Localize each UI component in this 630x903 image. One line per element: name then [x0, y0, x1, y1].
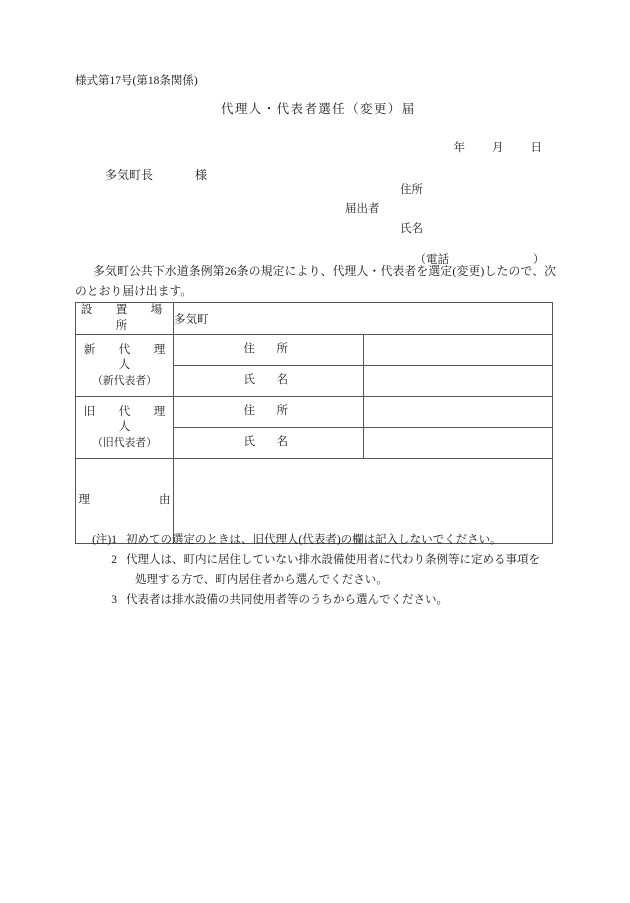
note-item-1: [75, 530, 565, 550]
date-year-label: 年: [453, 141, 466, 154]
old-agent-address-value[interactable]: [363, 397, 553, 428]
new-agent-address-label: 住 所: [174, 335, 364, 366]
submitter-name-label: 氏名: [400, 223, 423, 235]
note-text-3: 代表者は排水設備の共同使用者等のうちから選んでください。: [126, 594, 448, 606]
old-agent-name-label: 氏 名: [174, 428, 364, 459]
note-text-2-continuation: 処理する方で、町内居住者から選んでください。: [135, 574, 388, 586]
new-agent-label: [76, 335, 189, 397]
old-agent-label-sub: （旧代表者）: [92, 436, 157, 449]
body-paragraph: 多気町公共下水道条例第26条の規定により、代理人・代表者を選定(変更)したので、次のとおり届け出ます。: [75, 264, 556, 298]
date-day-label: 日: [530, 141, 543, 154]
note-marker-3: 3: [111, 594, 117, 606]
note-marker-2: 2: [111, 554, 117, 566]
installation-place-label: 設 置 場 所: [76, 303, 174, 335]
table-row-old-agent-address: [76, 397, 553, 428]
addressee-name: 多気町長: [105, 168, 154, 182]
telephone-close-paren: ）: [533, 253, 545, 266]
note-text-1: 初めての選定のときは、旧代理人(代表者)の欄は記入しないでください。: [126, 534, 502, 546]
old-agent-label: [76, 397, 189, 459]
note-item-3: [75, 590, 565, 610]
old-agent-label-main: 旧 代 理 人: [83, 405, 189, 434]
form-number: 様式第17号(第18条関係): [75, 75, 198, 87]
note-text-2: 代理人は、町内に居住していない排水設備使用者に代わり条例等に定める事項を: [126, 554, 540, 566]
notes-section: [75, 530, 565, 610]
new-agent-label-sub: （新代表者）: [92, 374, 157, 387]
date-month-label: 月: [492, 141, 505, 154]
addressee: [93, 157, 207, 193]
new-agent-address-value[interactable]: [363, 335, 553, 366]
reason-label: 理 由: [76, 459, 174, 544]
note-item-2: [75, 550, 565, 570]
installation-place-value[interactable]: 多気町: [174, 303, 553, 335]
old-agent-name-value[interactable]: [363, 428, 553, 459]
table-row-installation-place: [76, 303, 553, 335]
submitter-group-label: 届出者: [345, 203, 380, 215]
new-agent-name-value[interactable]: [363, 366, 553, 397]
table-row-new-agent-address: [76, 335, 553, 366]
note-marker-1: (注)1: [92, 534, 117, 546]
addressee-honorific: 様: [195, 168, 208, 182]
document-title: 代理人・代表者選任（変更）届: [221, 102, 416, 116]
telephone-label: （電話: [414, 253, 449, 266]
application-table: [75, 302, 553, 544]
new-agent-label-main: 新 代 理 人: [83, 343, 189, 372]
new-agent-name-label: 氏 名: [174, 366, 364, 397]
submitter-address-label: 住所: [400, 184, 423, 196]
date-line: [438, 131, 543, 166]
old-agent-address-label: 住 所: [174, 397, 364, 428]
